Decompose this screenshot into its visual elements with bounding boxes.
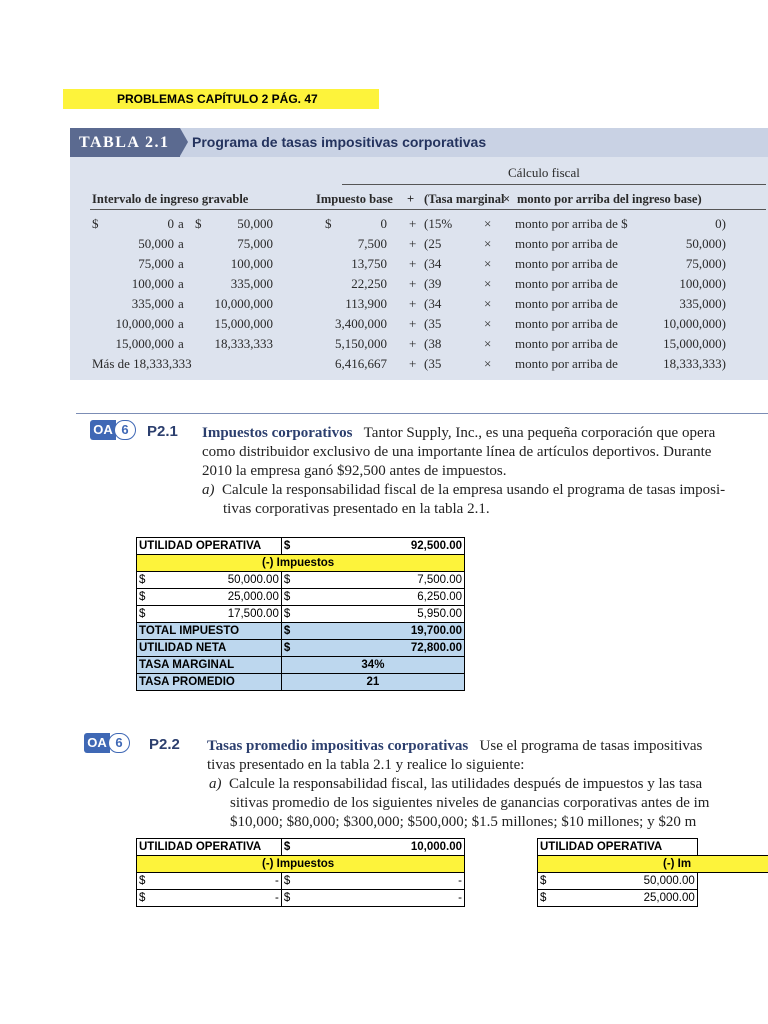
tax-rate-table — [70, 128, 768, 380]
table-row — [137, 572, 465, 589]
cell[interactable] — [281, 606, 464, 623]
cell[interactable] — [538, 856, 768, 873]
cell[interactable] — [137, 890, 282, 907]
table-cell: monto por arriba de $ — [515, 216, 628, 231]
cell[interactable] — [538, 873, 698, 890]
problem-text — [202, 424, 725, 519]
table-cell: monto por arriba de — [515, 276, 618, 291]
cell[interactable]: UTILIDAD NETA — [137, 640, 282, 657]
value: - — [275, 875, 279, 887]
table-cell: + — [409, 336, 417, 351]
table-cell: × — [484, 356, 492, 371]
cell — [697, 873, 768, 890]
currency: $ — [283, 625, 291, 637]
value: 17,500.00 — [227, 608, 279, 620]
chapter-banner — [63, 89, 379, 109]
banner-text: PROBLEMAS CAPÍTULO 2 PÁG. 47 — [117, 92, 318, 106]
text-line: Tantor Supply, Inc., es una pequeña corporación que opera — [363, 425, 716, 441]
table-cell: a — [178, 236, 184, 251]
cell[interactable] — [137, 572, 282, 589]
label: (-) Impuestos — [262, 858, 335, 870]
text-line: como distribuidor exclusivo de una importante línea de artículos deportivos. Durante — [202, 444, 712, 460]
table-row — [538, 873, 768, 890]
item-letter: a) — [202, 482, 215, 498]
table-cell: 18,333,333 — [214, 336, 273, 351]
value: 50,000.00 — [643, 875, 695, 887]
chevron-right-icon — [180, 128, 188, 156]
table-row — [137, 606, 465, 623]
currency: $ — [540, 875, 547, 887]
text-line: $10,000; $80,000; $300,000; $500,000; $1.5 millones; $10 millones; y $20 m — [230, 814, 697, 830]
problem-number: P2.1 — [147, 423, 178, 440]
table-cell: 10,000,000 — [214, 296, 273, 311]
table-row — [137, 839, 465, 856]
currency: $ — [283, 574, 291, 586]
table-cell: 335,000 — [131, 296, 174, 311]
table-cell: 13,750 — [351, 256, 387, 271]
table-cell: 0) — [715, 216, 726, 231]
oa-number: 6 — [114, 420, 136, 440]
cell[interactable] — [137, 589, 282, 606]
col-plus: + — [407, 192, 415, 206]
tax-calc-sheet-2 — [136, 838, 465, 907]
table-cell: × — [484, 216, 492, 231]
cell[interactable] — [281, 589, 464, 606]
table-cell: 10,000,000 — [115, 316, 174, 331]
tax-rows — [137, 572, 465, 623]
divider — [90, 209, 766, 210]
table-cell: × — [484, 276, 492, 291]
col-times: × — [503, 192, 511, 206]
col-rate: (Tasa marginal — [424, 192, 505, 206]
cell[interactable]: UTILIDAD OPERATIVA — [538, 839, 698, 856]
table-row — [137, 623, 465, 640]
table-cell: a — [178, 216, 184, 231]
problem-number: P2.2 — [149, 736, 180, 753]
table-cell: 7,500 — [357, 236, 387, 251]
value: 72,800.00 — [410, 642, 462, 654]
table-cell: 10,000,000) — [663, 316, 726, 331]
table-cell: 15,000,000 — [115, 336, 174, 351]
table-cell: monto por arriba de — [515, 356, 618, 371]
text-line: 2010 la empresa ganó $92,500 antes de impuestos. — [202, 463, 507, 479]
tax-calc-sheet — [136, 537, 465, 691]
currency: $ — [283, 892, 291, 904]
value: 25,000.00 — [227, 591, 279, 603]
problem-text — [207, 737, 768, 832]
value: 5,950.00 — [417, 608, 462, 620]
cell[interactable] — [538, 890, 698, 907]
table-cell: 113,900 — [345, 296, 387, 311]
table-row — [538, 839, 768, 856]
cell — [697, 890, 768, 907]
value: 50,000.00 — [227, 574, 279, 586]
item-letter: a) — [209, 776, 222, 792]
cell[interactable] — [281, 640, 464, 657]
table-cell: (34 — [424, 256, 442, 271]
currency: $ — [283, 591, 291, 603]
table-cell: 15,000,000 — [214, 316, 273, 331]
cell[interactable] — [281, 890, 464, 907]
value: 7,500.00 — [417, 574, 462, 586]
value: - — [275, 892, 279, 904]
currency: $ — [540, 892, 547, 904]
currency: $ — [139, 875, 146, 887]
col-base: Impuesto base — [316, 192, 393, 206]
table-cell: 75,000 — [138, 256, 174, 271]
col-above: monto por arriba del ingreso base) — [517, 192, 702, 206]
table-cell: + — [409, 256, 417, 271]
table-row — [137, 674, 465, 691]
table-cell: a — [178, 276, 184, 291]
cell[interactable] — [281, 572, 464, 589]
currency: $ — [283, 841, 291, 853]
oa-label: OA — [90, 420, 116, 440]
table-cell: (35 — [424, 316, 442, 331]
cell[interactable]: TOTAL IMPUESTO — [137, 623, 282, 640]
table-row — [137, 555, 465, 572]
table-cell: (34 — [424, 296, 442, 311]
table-cell: (38 — [424, 336, 442, 351]
value: - — [458, 875, 462, 887]
currency: $ — [139, 892, 146, 904]
table-cell: + — [409, 296, 417, 311]
table-cell: $ — [325, 216, 332, 231]
text-line: Calcule la responsabilidad fiscal, las utilidades después de impuestos y las tasa — [229, 776, 703, 792]
cell[interactable] — [137, 555, 465, 572]
table-title: Programa de tasas impositivas corporativas — [192, 134, 487, 150]
table-cell: monto por arriba de — [515, 316, 618, 331]
cell — [697, 839, 768, 856]
table-cell: 6,416,667 — [335, 356, 387, 371]
table-cell: 100,000) — [679, 276, 726, 291]
table-row — [538, 890, 768, 907]
table-cell: 3,400,000 — [335, 316, 387, 331]
table-cell: 50,000 — [138, 236, 174, 251]
sheet-table — [537, 838, 768, 907]
divider — [76, 413, 768, 414]
cell[interactable] — [281, 839, 464, 856]
cell[interactable]: 34% — [281, 657, 464, 674]
table-cell: monto por arriba de — [515, 256, 618, 271]
text-line: sitivas promedio de los siguientes niveles de ganancias corporativas antes de im — [230, 795, 710, 811]
table-cell: + — [409, 276, 417, 291]
problem-title: Tasas promedio impositivas corporativas — [207, 738, 469, 754]
text-line: tivas presentado en la tabla 2.1 y realice lo siguiente: — [207, 757, 525, 773]
table-header-bar — [70, 128, 768, 157]
table-cell: (25 — [424, 236, 442, 251]
table-row — [137, 856, 465, 873]
table-cell: + — [409, 216, 417, 231]
currency: $ — [283, 608, 291, 620]
cell[interactable] — [281, 623, 464, 640]
tax-rows — [538, 873, 768, 907]
cell[interactable] — [137, 856, 465, 873]
table-cell: 100,000 — [230, 256, 273, 271]
table-cell: + — [409, 316, 417, 331]
currency: $ — [139, 608, 146, 620]
label: (-) Im — [663, 858, 692, 870]
value: 19,700.00 — [410, 625, 462, 637]
calc-header: Cálculo fiscal — [508, 165, 580, 180]
table-cell: 75,000 — [237, 236, 273, 251]
currency: $ — [139, 591, 146, 603]
table-cell: a — [178, 296, 184, 311]
cell[interactable] — [281, 538, 464, 555]
table-cell: + — [409, 356, 417, 371]
label: (-) Impuestos — [262, 557, 335, 569]
table-cell: 22,250 — [351, 276, 387, 291]
table-cell: monto por arriba de — [515, 296, 618, 311]
table-cell: $ — [92, 216, 99, 231]
cell[interactable] — [137, 873, 282, 890]
value: 92,500.00 — [410, 540, 462, 552]
table-row — [137, 538, 465, 555]
currency: $ — [139, 574, 146, 586]
oa-number: 6 — [108, 733, 130, 753]
table-cell: (35 — [424, 356, 442, 371]
table-cell: monto por arriba de — [515, 236, 618, 251]
table-cell: 0 — [380, 216, 387, 231]
tax-calc-sheet-3 — [537, 838, 768, 948]
table-cell: 0 — [167, 216, 174, 231]
table-row — [137, 657, 465, 674]
table-cell: × — [484, 296, 492, 311]
table-cell: 335,000) — [679, 296, 726, 311]
table-cell: monto por arriba de — [515, 336, 618, 351]
table-cell: (39 — [424, 276, 442, 291]
table-cell: 18,333,333) — [663, 356, 726, 371]
table-cell: × — [484, 236, 492, 251]
value: - — [458, 892, 462, 904]
table-cell: a — [178, 256, 184, 271]
text-line: Calcule la responsabilidad fiscal de la empresa usando el programa de tasas imposi- — [222, 482, 726, 498]
value: 6,250.00 — [417, 591, 462, 603]
cell[interactable]: TASA MARGINAL — [137, 657, 282, 674]
value: 25,000.00 — [643, 892, 695, 904]
col-interval: Intervalo de ingreso gravable — [92, 192, 249, 206]
table-cell: 5,150,000 — [335, 336, 387, 351]
table-cell: a — [178, 336, 184, 351]
divider — [342, 184, 766, 185]
table-cell: + — [409, 236, 417, 251]
table-cell: Más de 18,333,333 — [92, 356, 192, 371]
table-cell: a — [178, 316, 184, 331]
cell[interactable] — [281, 873, 464, 890]
table-row — [137, 873, 465, 890]
table-cell: (15% — [424, 216, 453, 231]
table-cell: 335,000 — [230, 276, 273, 291]
value: 10,000.00 — [410, 841, 462, 853]
table-tag: TABLA 2.1 — [70, 128, 180, 157]
table-cell: 50,000) — [685, 236, 726, 251]
cell[interactable]: UTILIDAD OPERATIVA — [137, 839, 282, 856]
cell[interactable]: UTILIDAD OPERATIVA — [137, 538, 282, 555]
currency: $ — [283, 642, 291, 654]
cell[interactable] — [137, 606, 282, 623]
table-row — [137, 589, 465, 606]
table-cell: 50,000 — [237, 216, 273, 231]
table-cell: $ — [195, 216, 202, 231]
problem-title: Impuestos corporativos — [202, 425, 353, 441]
table-row — [137, 640, 465, 657]
cell[interactable]: TASA PROMEDIO — [137, 674, 282, 691]
oa-label: OA — [84, 733, 110, 753]
table-cell: 15,000,000) — [663, 336, 726, 351]
table-cell: 100,000 — [131, 276, 174, 291]
table-cell: × — [484, 336, 492, 351]
table-row — [538, 856, 768, 873]
text-line: Use el programa de tasas impositivas — [479, 738, 703, 754]
table-row — [137, 890, 465, 907]
table-cell: 75,000) — [685, 256, 726, 271]
table-cell: × — [484, 316, 492, 331]
currency: $ — [283, 540, 291, 552]
currency: $ — [283, 875, 291, 887]
text-line: tivas corporativas presentado en la tabla 2.1. — [223, 501, 490, 517]
table-cell: × — [484, 256, 492, 271]
cell[interactable]: 21 — [281, 674, 464, 691]
